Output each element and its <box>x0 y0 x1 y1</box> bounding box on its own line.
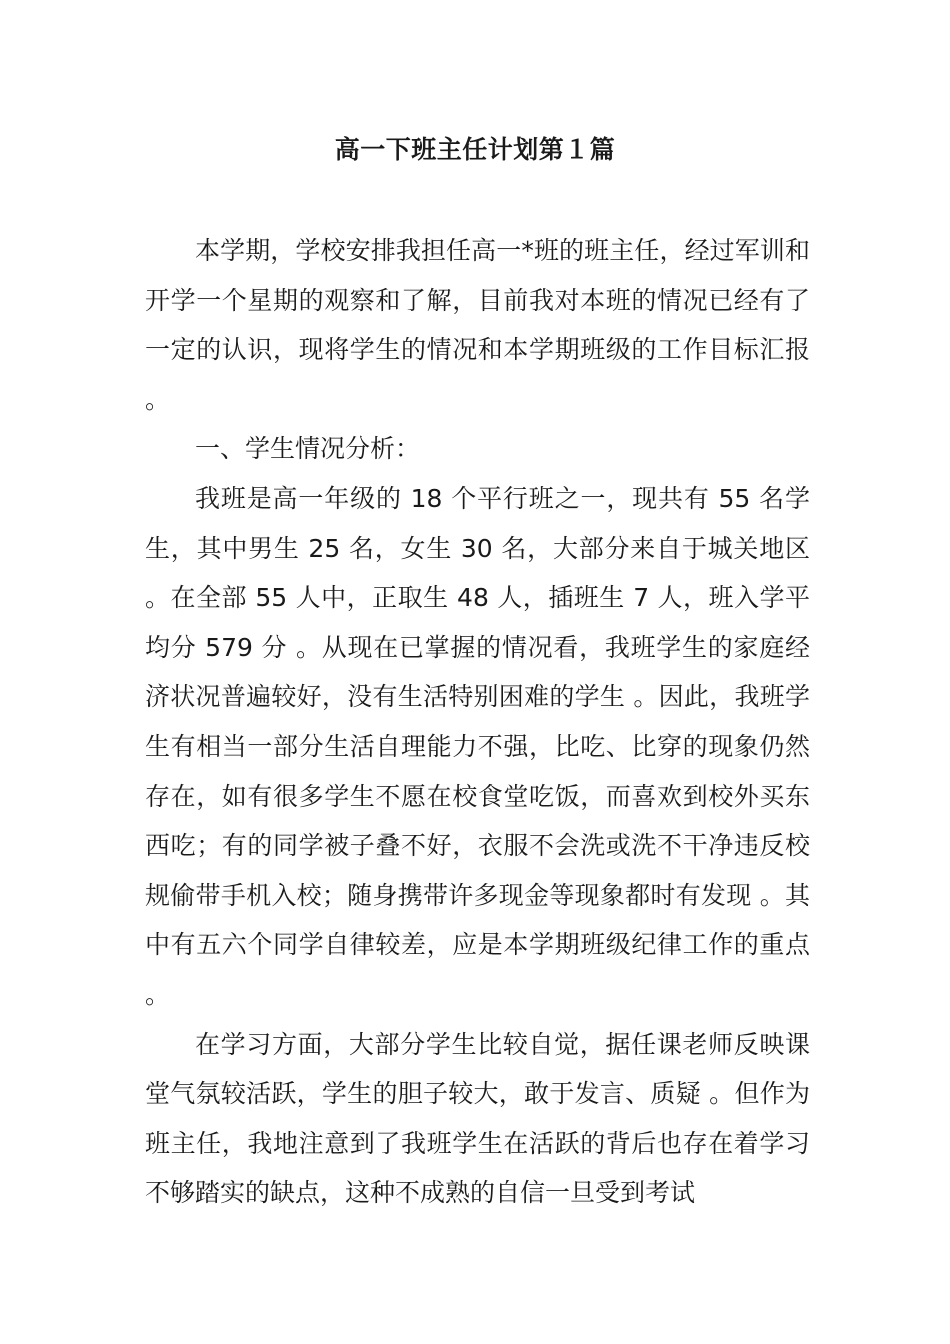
paragraph-intro: 本学期，学校安排我担任高一*班的班主任，经过军训和开学一个星期的观察和了解，目前我对本班的情况已经有了一定的认识，现将学生的情况和本学期班级的工作目标汇报 。 <box>145 236 818 414</box>
document-body <box>145 226 818 1218</box>
paragraph-class-situation: 我班是高一年级的 18 个平行班之一，现共有 55 名学生，其中男生 25 名，女生 30 名，大部分来自于城关地区 。在全部 55 人中，正取生 48 人，插班生 7 人，班入学平均分 579 分 。从现在已掌握的情况看，我班学生的家庭经济状况普遍较好，没有生活特别困难的学生 。因此，我班学生有相当一部分生活自理能力不强，比吃、比穿的现象仍然存在，如有很多学生不愿在校食堂吃饭，而喜欢到校外买东西吃；有的同学被子叠不好，衣服不会洗或洗不干净违反校规偷带手机入校；随身携带许多现金等现象都时有发现 。其中有五六个同学自律较差，应是本学期班级纪律工作的重点 。 <box>145 483 818 1009</box>
paragraph-study-situation: 在学习方面，大部分学生比较自觉，据任课老师反映课堂气氛较活跃，学生的胆子较大，敢于发言、质疑 。但作为班主任，我地注意到了我班学生在活跃的背后也存在着学习不够踏实的缺点，这种不成熟的自信一旦受到考试 <box>145 1029 810 1208</box>
document-title: 高一下班主任计划第１篇 <box>334 135 616 164</box>
section-heading-student-analysis: 一、学生情况分析： <box>195 434 421 464</box>
